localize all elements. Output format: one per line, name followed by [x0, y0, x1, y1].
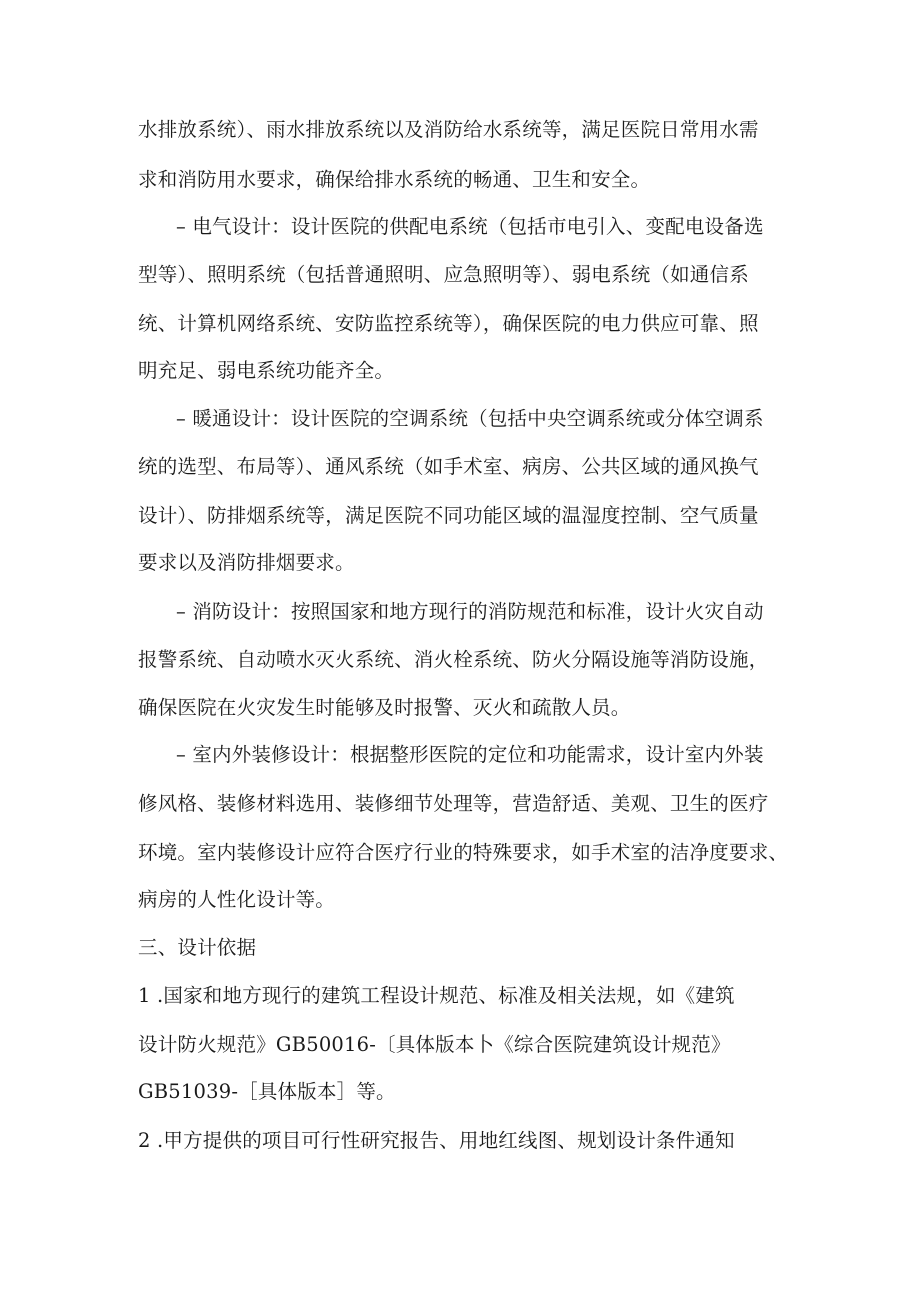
paragraph-line: 明充足、弱电系统功能齐全。 [138, 359, 395, 382]
paragraph-line: 环境。室内装修设计应符合医疗行业的特殊要求，如手术室的洁净度要求、 [138, 841, 789, 864]
paragraph-line: 统的选型、布局等）、通风系统（如手术室、病房、公共区域的通风换气 [138, 455, 759, 478]
paragraph-line: – 消防设计：按照国家和地方现行的消防规范和标准，设计火灾自动 [176, 600, 764, 623]
paragraph-line: 设计）、防排烟系统等，满足医院不同功能区域的温湿度控制、空气质量 [138, 504, 759, 527]
paragraph-line: – 室内外装修设计：根据整形医院的定位和功能需求，设计室内外装 [176, 743, 764, 766]
paragraph-line: – 电气设计：设计医院的供配电系统（包括市电引入、变配电设备选 [176, 215, 764, 238]
paragraph-line: – 暖通设计：设计医院的空调系统（包括中央空调系统或分体空调系 [176, 407, 764, 430]
section-heading: 三、设计依据 [138, 936, 257, 959]
paragraph-line: 病房的人性化设计等。 [138, 888, 336, 911]
list-item-line: 1 .国家和地方现行的建筑工程设计规范、标准及相关法规，如《建筑 [138, 984, 735, 1007]
list-item-line: GB51039-［具体版本］等。 [138, 1080, 396, 1103]
paragraph-line: 报警系统、自动喷水灭火系统、消火栓系统、防火分隔设施等消防设施， [138, 648, 769, 671]
list-item-line: 设计防火规范》GB50016-〔具体版本卜《综合医院建筑设计规范》 [138, 1033, 731, 1056]
paragraph-line: 修风格、装修材料选用、装修细节处理等，营造舒适、美观、卫生的医疗 [138, 792, 769, 815]
paragraph-line: 要求以及消防排烟要求。 [138, 551, 355, 574]
paragraph-line: 求和消防用水要求，确保给排水系统的畅通、卫生和安全。 [138, 168, 651, 191]
list-item-line: 2 .甲方提供的项目可行性研究报告、用地红线图、规划设计条件通知 [138, 1129, 735, 1152]
paragraph-line: 统、计算机网络系统、安防监控系统等），确保医院的电力供应可靠、照 [138, 312, 759, 335]
paragraph-line: 水排放系统）、雨水排放系统以及消防给水系统等，满足医院日常用水需 [138, 118, 759, 141]
paragraph-line: 确保医院在火灾发生时能够及时报警、灭火和疏散人员。 [138, 696, 631, 719]
paragraph-line: 型等）、照明系统（包括普通照明、应急照明等）、弱电系统（如通信系 [138, 263, 749, 286]
